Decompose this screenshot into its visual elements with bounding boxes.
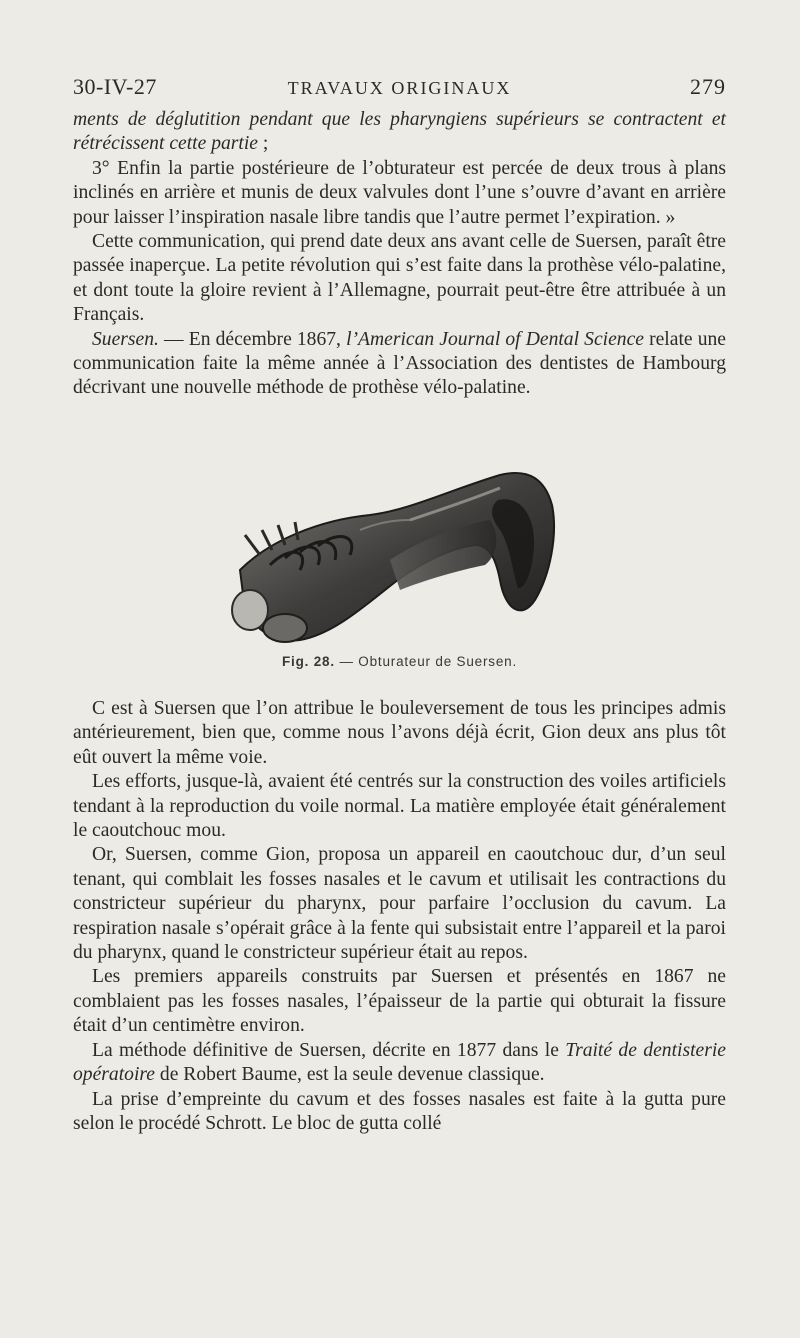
paragraph: Cette communication, qui prend date deux ans avant celle de Suersen, paraît être passée inaperçue. La petite révolution qui s’est faite dans la prothèse vélo-palatine, et dont toute la gloire revient à l’Allemagne, pourrait peut-être être attribuée à un Français. bbox=[73, 231, 726, 326]
figure-label: Fig. 28. bbox=[281, 654, 335, 669]
paragraph: Les efforts, jusque-là, avaient été centrés sur la construction des voiles artificiels tendant à la reproduction du voile normal. La matière employée était généralement le caoutchouc mou. bbox=[73, 771, 726, 842]
text-span: relate une communication faite la même année à l’Association des dentistes de Hambourg décrivant une nouvelle méthode de prothèse vélo-palatine. bbox=[73, 328, 726, 399]
paragraph: 3° Enfin la partie postérieure de l’obturateur est percée de deux trous à plans inclinés en arrière et munis de deux valvules dont l’une s’ouvre d’avant en arrière pour laisser l’inspiration nasale libre tandis que l’autre permet l’expiration. » bbox=[73, 157, 726, 228]
paragraph: Or, Suersen, comme Gion, proposa un appareil en caoutchouc dur, d’un seul tenant, qui comblait les fosses nasales et le cavum et utilisait les contractions du constricteur supérieur du pharynx, pour parfaire l’occlusion du cavum. La respiration nasale s’opérait grâce à la fente qui subsistait entre l’appareil et la paroi du pharynx, quand le constricteur supérieur était au repos. bbox=[73, 844, 726, 964]
text-block-upper bbox=[73, 108, 726, 401]
paragraph: C est à Suersen que l’on attribue le bouleversement de tous les principes admis antérieurement, bien que, comme nous l’avons déjà écrit, Gion deux ans plus tôt eût ouvert la même voie. bbox=[73, 698, 726, 768]
journal-title: l’American Journal of Dental Science bbox=[346, 328, 644, 350]
figure-caption bbox=[73, 654, 726, 669]
paragraph bbox=[73, 1039, 726, 1088]
header-date: 30-IV-27 bbox=[73, 74, 157, 99]
text-span: ; bbox=[258, 133, 269, 155]
obturator-illustration bbox=[200, 460, 580, 660]
running-head bbox=[73, 72, 726, 102]
text-span: de Robert Baume, est la seule devenue classique. bbox=[155, 1064, 545, 1086]
paragraph bbox=[73, 328, 726, 401]
paragraph bbox=[73, 108, 726, 157]
text-span: La méthode définitive de Suersen, décrite en 1877 dans le bbox=[92, 1039, 566, 1061]
book-title: Traité de dentisterie opératoire bbox=[73, 1039, 726, 1086]
caption-text: — Obturateur de Suersen. bbox=[334, 654, 517, 669]
text-span: — En décembre 1867, bbox=[158, 328, 347, 350]
italic-text: ments de déglutition pendant que les pharyngiens supérieurs se contractent et rétrécissent cette partie bbox=[73, 109, 726, 155]
author-name: Suersen. bbox=[92, 328, 159, 350]
header-section-title: TRAVAUX ORIGINAUX bbox=[287, 78, 512, 98]
paragraph: Les premiers appareils construits par Suersen et présentés en 1867 ne comblaient pas les fosses nasales, l’épaisseur de la partie qui obturait la fissure était d’un centimètre environ. bbox=[73, 966, 726, 1037]
text-block-lower bbox=[73, 697, 726, 1136]
paragraph: La prise d’empreinte du cavum et des fosses nasales est faite à la gutta pure selon le procédé Schrott. Le bloc de gutta collé bbox=[73, 1088, 726, 1134]
page-number: 279 bbox=[690, 74, 726, 99]
